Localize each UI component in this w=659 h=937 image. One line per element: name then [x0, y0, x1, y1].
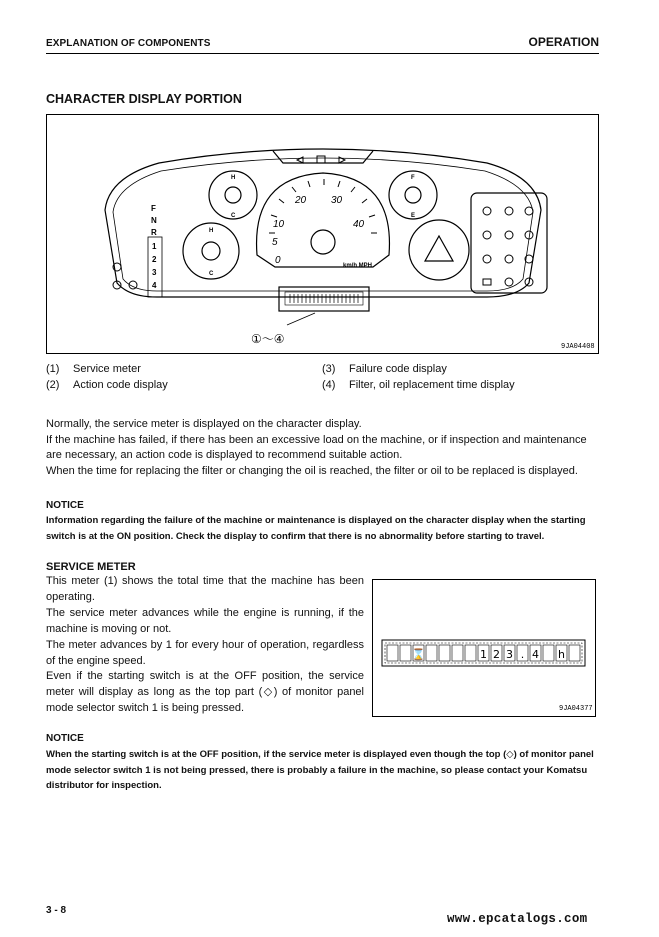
notice-body: When the starting switch is at the OFF position, if the service meter is displayed even though the top (◇) of monitor panel mode selector switch 1 is not being pressed, there is probably a failure in the machine, so please contact your Komatsu distributor for inspection.: [46, 749, 594, 792]
service-meter-line: Even if the starting switch is at the OFF position, the service meter will display as long as the top part (◇) of monitor panel mode selector switch 1 is being pressed.: [46, 670, 364, 715]
speedo-label-30: 30: [331, 195, 343, 206]
legend-num: (4): [322, 379, 336, 391]
paragraph: When the time for replacing the filter or changing the oil is reached, the filter or oil to be replaced is displayed.: [46, 464, 578, 477]
legend-left: [46, 361, 168, 393]
service-meter-display-drawing: [373, 580, 597, 718]
notice-title: NOTICE: [46, 500, 84, 511]
speedo-label-10: 10: [273, 219, 285, 230]
gear-number-1: 1: [152, 242, 157, 251]
display-cell-char: h: [558, 648, 565, 661]
legend-item: [322, 361, 515, 377]
legend-label: Service meter: [73, 363, 141, 375]
speedo-label-40: 40: [353, 219, 365, 230]
display-cell: [452, 645, 463, 661]
gauge-mark-c2: C: [209, 271, 214, 277]
display-cell: [543, 645, 554, 661]
gear-letter-f: F: [151, 204, 156, 213]
page-number: 3 - 8: [46, 905, 67, 916]
display-cell-char: .: [520, 648, 525, 661]
paragraph: If the machine has failed, if there has been an excessive load on the machine, or if inspection and maintenance are necessary, an action code is displayed to recommend suitable action.: [46, 433, 587, 462]
display-cell-char: ⌛: [411, 648, 426, 661]
gear-letter-n: N: [151, 216, 157, 225]
notice-title: NOTICE: [46, 733, 84, 744]
header-rule: [46, 53, 599, 54]
legend-right: [322, 361, 515, 393]
display-cell-char: 1: [480, 648, 487, 661]
gear-letter-r: R: [151, 228, 157, 237]
legend-num: (2): [46, 379, 60, 391]
display-cell: [426, 645, 437, 661]
section-title: CHARACTER DISPLAY PORTION: [46, 92, 242, 106]
speedo-label-20: 20: [295, 195, 307, 206]
service-meter-line: The service meter advances while the engine is running, if the machine is moving or not.: [46, 606, 364, 635]
notice-body: Information regarding the failure of the machine or maintenance is displayed on the character display when the starting switch is at the ON position. Check the display to confirm that there is no abnormality before starting to travel.: [46, 515, 586, 542]
service-meter-line: The meter advances by 1 for every hour of operation, regardless of the engine speed.: [46, 638, 364, 667]
gear-number-2: 2: [152, 255, 157, 264]
display-cell-char: 3: [506, 648, 513, 661]
legend-label: Filter, oil replacement time display: [349, 379, 515, 391]
figure1-code: 9JA04408: [561, 343, 595, 351]
display-cell: [387, 645, 398, 661]
display-cell: [465, 645, 476, 661]
watermark-link[interactable]: www.epcatalogs.com: [447, 912, 588, 926]
gear-number-3: 3: [152, 268, 157, 277]
gauge-mark-e: E: [411, 213, 416, 219]
service-meter-line: This meter (1) shows the total time that the machine has been operating.: [46, 575, 364, 603]
service-meter-figure: [372, 579, 596, 717]
gear-number-4: 4: [152, 281, 157, 290]
gauge-mark-h1: H: [231, 175, 236, 181]
legend-num: (1): [46, 363, 60, 375]
figure2-code: 9JA04377: [559, 705, 593, 713]
speedo-label-0: 0: [275, 255, 281, 266]
callout-label: ①～④: [251, 332, 285, 346]
header-chapter-label: OPERATION: [528, 35, 599, 49]
paragraph: Normally, the service meter is displayed on the character display.: [46, 418, 362, 430]
speedo-label-5: 5: [272, 237, 278, 248]
gauge-mark-c1: C: [231, 213, 236, 219]
legend-num: (3): [322, 363, 336, 375]
speedo-unit: km/h MPH: [343, 263, 373, 269]
gauge-mark-h2: H: [209, 228, 214, 234]
display-cell-char: 2: [493, 648, 500, 661]
display-cell: [569, 645, 580, 661]
service-meter-text: [46, 574, 364, 717]
legend-label: Failure code display: [349, 363, 447, 375]
legend-item: [46, 361, 168, 377]
instrument-panel-figure: [46, 114, 599, 354]
display-cell-char: 4: [532, 648, 539, 661]
gauge-mark-f: F: [411, 175, 415, 181]
intro-text: [46, 417, 602, 479]
legend-label: Action code display: [73, 379, 168, 391]
service-meter-title: SERVICE METER: [46, 561, 136, 573]
header-section-label: EXPLANATION OF COMPONENTS: [46, 38, 211, 49]
legend-item: [322, 377, 515, 393]
instrument-panel-drawing: [47, 115, 600, 355]
display-cell: [439, 645, 450, 661]
legend-item: [46, 377, 168, 393]
display-cell: [400, 645, 411, 661]
